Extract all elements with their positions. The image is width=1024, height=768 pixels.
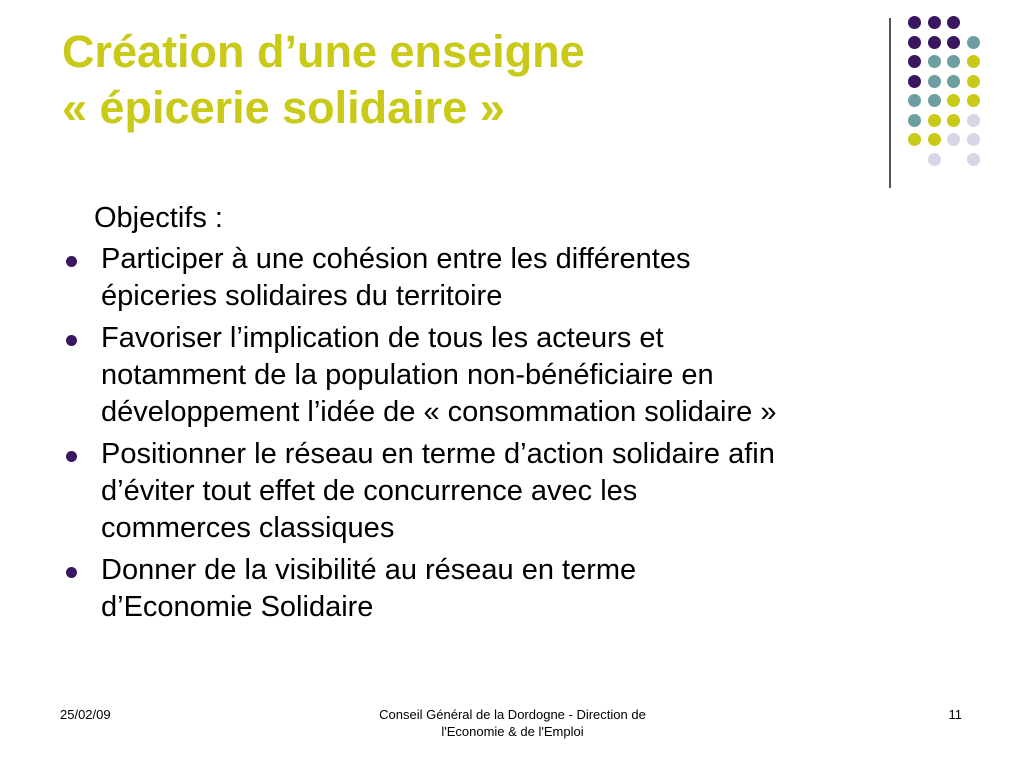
footer-organization <box>340 706 685 740</box>
decorative-dot-teal <box>928 75 941 88</box>
decorative-dot-purple <box>908 16 921 29</box>
bullet-item <box>60 552 980 626</box>
decorative-dot-teal <box>928 55 941 68</box>
bullet-line: Participer à une cohésion entre les différentes <box>101 243 691 275</box>
footer-organization-line: Conseil Général de la Dordogne - Direction de <box>379 707 646 722</box>
decorative-dot-yellow <box>967 55 980 68</box>
decorative-dot-purple <box>928 16 941 29</box>
decorative-divider <box>889 18 891 188</box>
bullet-dot-icon <box>66 451 77 462</box>
decorative-dot-yellow <box>928 133 941 146</box>
decorative-dot-lilac <box>967 153 980 166</box>
objectives-heading: Objectifs : <box>94 202 223 234</box>
decorative-dot-teal <box>967 36 980 49</box>
bullet-line: Favoriser l’implication de tous les acteurs et <box>101 322 664 354</box>
footer-date: 25/02/09 <box>60 707 111 722</box>
bullet-item <box>60 436 980 547</box>
decorative-dot-purple <box>928 36 941 49</box>
slide-title <box>62 24 862 136</box>
page-number: 11 <box>948 707 962 722</box>
decorative-dot-yellow <box>908 133 921 146</box>
bullet-item <box>60 320 980 431</box>
decorative-dot-teal <box>928 94 941 107</box>
bullet-line: d’Economie Solidaire <box>101 591 374 623</box>
bullet-line: notamment de la population non-bénéficiaire en <box>101 359 714 391</box>
bullet-dot-icon <box>66 256 77 267</box>
decorative-dot-purple <box>947 16 960 29</box>
decorative-dot-lilac <box>928 153 941 166</box>
bullet-dot-icon <box>66 335 77 346</box>
decorative-dot-yellow <box>947 94 960 107</box>
decorative-dot-lilac <box>947 133 960 146</box>
title-line-1: Création d’une enseigne <box>62 26 585 77</box>
bullet-item <box>60 241 980 315</box>
decorative-dot-purple <box>908 55 921 68</box>
bullet-line: épiceries solidaires du territoire <box>101 280 503 312</box>
bullet-line: commerces classiques <box>101 512 395 544</box>
bullet-dot-icon <box>66 567 77 578</box>
decorative-dot-teal <box>908 114 921 127</box>
bullet-line: développement l’idée de « consommation solidaire » <box>101 396 777 428</box>
title-line-2: « épicerie solidaire » <box>62 82 505 133</box>
footer-organization-line: l'Economie & de l'Emploi <box>441 724 584 739</box>
decorative-dot-teal <box>908 94 921 107</box>
decorative-dot-purple <box>947 36 960 49</box>
decorative-dot-purple <box>908 75 921 88</box>
bullet-line: d’éviter tout effet de concurrence avec les <box>101 475 638 507</box>
decorative-dot-yellow <box>967 75 980 88</box>
decorative-dot-lilac <box>967 114 980 127</box>
decorative-dot-grid <box>908 16 1008 166</box>
decorative-dot-yellow <box>928 114 941 127</box>
bullet-line: Donner de la visibilité au réseau en terme <box>101 554 637 586</box>
bullet-line: Positionner le réseau en terme d’action solidaire afin <box>101 438 775 470</box>
decorative-dot-purple <box>908 36 921 49</box>
bullet-list <box>60 241 980 626</box>
slide-body <box>60 200 980 631</box>
decorative-dot-yellow <box>947 114 960 127</box>
decorative-dot-lilac <box>967 133 980 146</box>
decorative-dot-yellow <box>967 94 980 107</box>
decorative-dot-teal <box>947 75 960 88</box>
decorative-dot-teal <box>947 55 960 68</box>
